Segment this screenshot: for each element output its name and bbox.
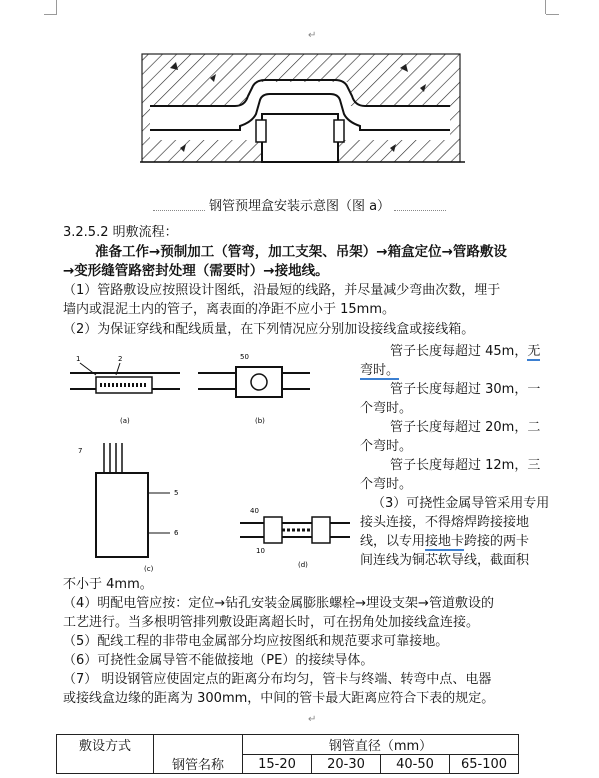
para-3-line-2: 接头连接，不得熔焊跨接接地	[360, 515, 530, 530]
para-6: （6）可挠性金属导管不能做接地（PE）的接续导体。	[63, 653, 374, 668]
para-4-line-1: （4）明配电管应按：定位→钻孔安装金属膨胀螺栓→埋设支架→管道敷设的	[63, 596, 494, 611]
flow-line-2: →变形缝管路密封处理（需要时）→接地线。	[63, 263, 329, 279]
page-corner-top-left-h	[44, 14, 57, 15]
label-2: 2	[118, 355, 123, 363]
para-5: （5）配线工程的非带电金属部分均应按图纸和规范要求可靠接地。	[63, 634, 449, 649]
label-7: 7	[78, 447, 83, 455]
ground-clip-term: 接地卡	[425, 534, 465, 549]
col-header-diameter: 钢管直径（mm）	[243, 735, 519, 755]
para-3-line-3-c: 跨接的两卡	[464, 534, 530, 549]
figure-caption: 钢管预埋盒安装示意图（图 a）	[208, 199, 391, 214]
diameter-20-30: 20-30	[312, 755, 381, 774]
condition-1-text: 管子长度每超过 45m，	[390, 344, 528, 359]
label-5: 5	[174, 489, 179, 497]
para-2-line-1: （2）为保证穿线和配线质量，在下列情况应分别加设接线盒或接线箱。	[63, 322, 475, 337]
condition-3: 管子长度每超过 20m，二	[390, 420, 541, 435]
flow-line-1: 准备工作→预制加工（管弯，加工支架、吊架）→箱盒定位→管路敷设	[95, 244, 507, 260]
para-3-line-3-a: 线，以专用	[360, 534, 426, 549]
paragraph-mark-2: ↵	[308, 714, 317, 725]
label-6: 6	[174, 529, 179, 537]
para-7-line-1: （7） 明设钢管应使固定点的距离分布均匀，管卡与终端、转弯中点、电器	[63, 672, 492, 687]
para-4-line-2: 工艺进行。当多根明管排列敷设距离超长时，可在拐角处加接线盒连接。	[63, 615, 480, 630]
label-a: (a)	[120, 417, 130, 425]
para-3-line-4: 间连线为铜芯软导线，截面积	[360, 553, 530, 568]
section-title: 3.2.5.2 明敷流程：	[63, 225, 178, 240]
para-3-line-3	[360, 532, 560, 551]
label-b: (b)	[255, 417, 265, 425]
para-1-line-1: （1）管路敷设应按照设计图纸，沿最短的线路，并尽量减少弯曲次数，埋于	[63, 283, 501, 298]
para-3-line-5: 不小于 4mm。	[63, 577, 153, 592]
page-corner-top-right-h	[546, 14, 559, 15]
paragraph-mark: ↵	[308, 30, 317, 41]
label-10: 10	[256, 547, 265, 555]
subfig-d	[240, 507, 350, 569]
label-40: 40	[250, 507, 259, 515]
subfig-a	[70, 355, 180, 425]
embedded-box-figure	[140, 48, 465, 193]
condition-2-cont: 个弯时。	[360, 401, 413, 416]
para-1-line-2: 墙内或混泥土内的管子，离表面的净距不应小于 15mm。	[63, 302, 396, 317]
condition-1-cont-text: 弯时。	[360, 363, 400, 378]
diameter-40-50: 40-50	[381, 755, 450, 774]
condition-4: 管子长度每超过 12m，三	[390, 458, 541, 473]
para-7-line-2: 或接线盒边缘的距离为 300mm，中间的管卡最大距离应符合下表的规定。	[63, 691, 495, 706]
label-d: (d)	[298, 561, 308, 569]
diameter-65-100: 65-100	[450, 755, 519, 774]
label-1: 1	[76, 355, 81, 363]
condition-2: 管子长度每超过 30m，一	[390, 382, 541, 397]
conditions-column	[360, 342, 560, 570]
diameter-15-20: 15-20	[243, 755, 312, 774]
page-corner-top-left	[56, 0, 57, 14]
label-50: 50	[240, 353, 249, 361]
caption-dots-right	[394, 202, 446, 211]
condition-3-cont: 个弯时。	[360, 439, 413, 454]
col-header-method: 敷设方式	[57, 735, 154, 774]
label-c: (c)	[144, 565, 154, 573]
condition-1-cont	[360, 361, 560, 380]
condition-1	[360, 342, 560, 361]
page-corner-top-right	[545, 0, 546, 14]
para-3-line-1: （3）可挠性金属导管采用专用	[372, 496, 550, 511]
pipe-clip-table	[56, 734, 519, 774]
junction-box-figures	[60, 343, 358, 575]
condition-4-cont: 个弯时。	[360, 477, 413, 492]
subfig-c	[78, 443, 179, 573]
col-header-pipe-name: 钢管名称	[154, 735, 243, 774]
caption-dots-left	[153, 202, 205, 211]
subfig-b	[198, 353, 310, 425]
condition-1-underlined: 无	[527, 344, 541, 359]
